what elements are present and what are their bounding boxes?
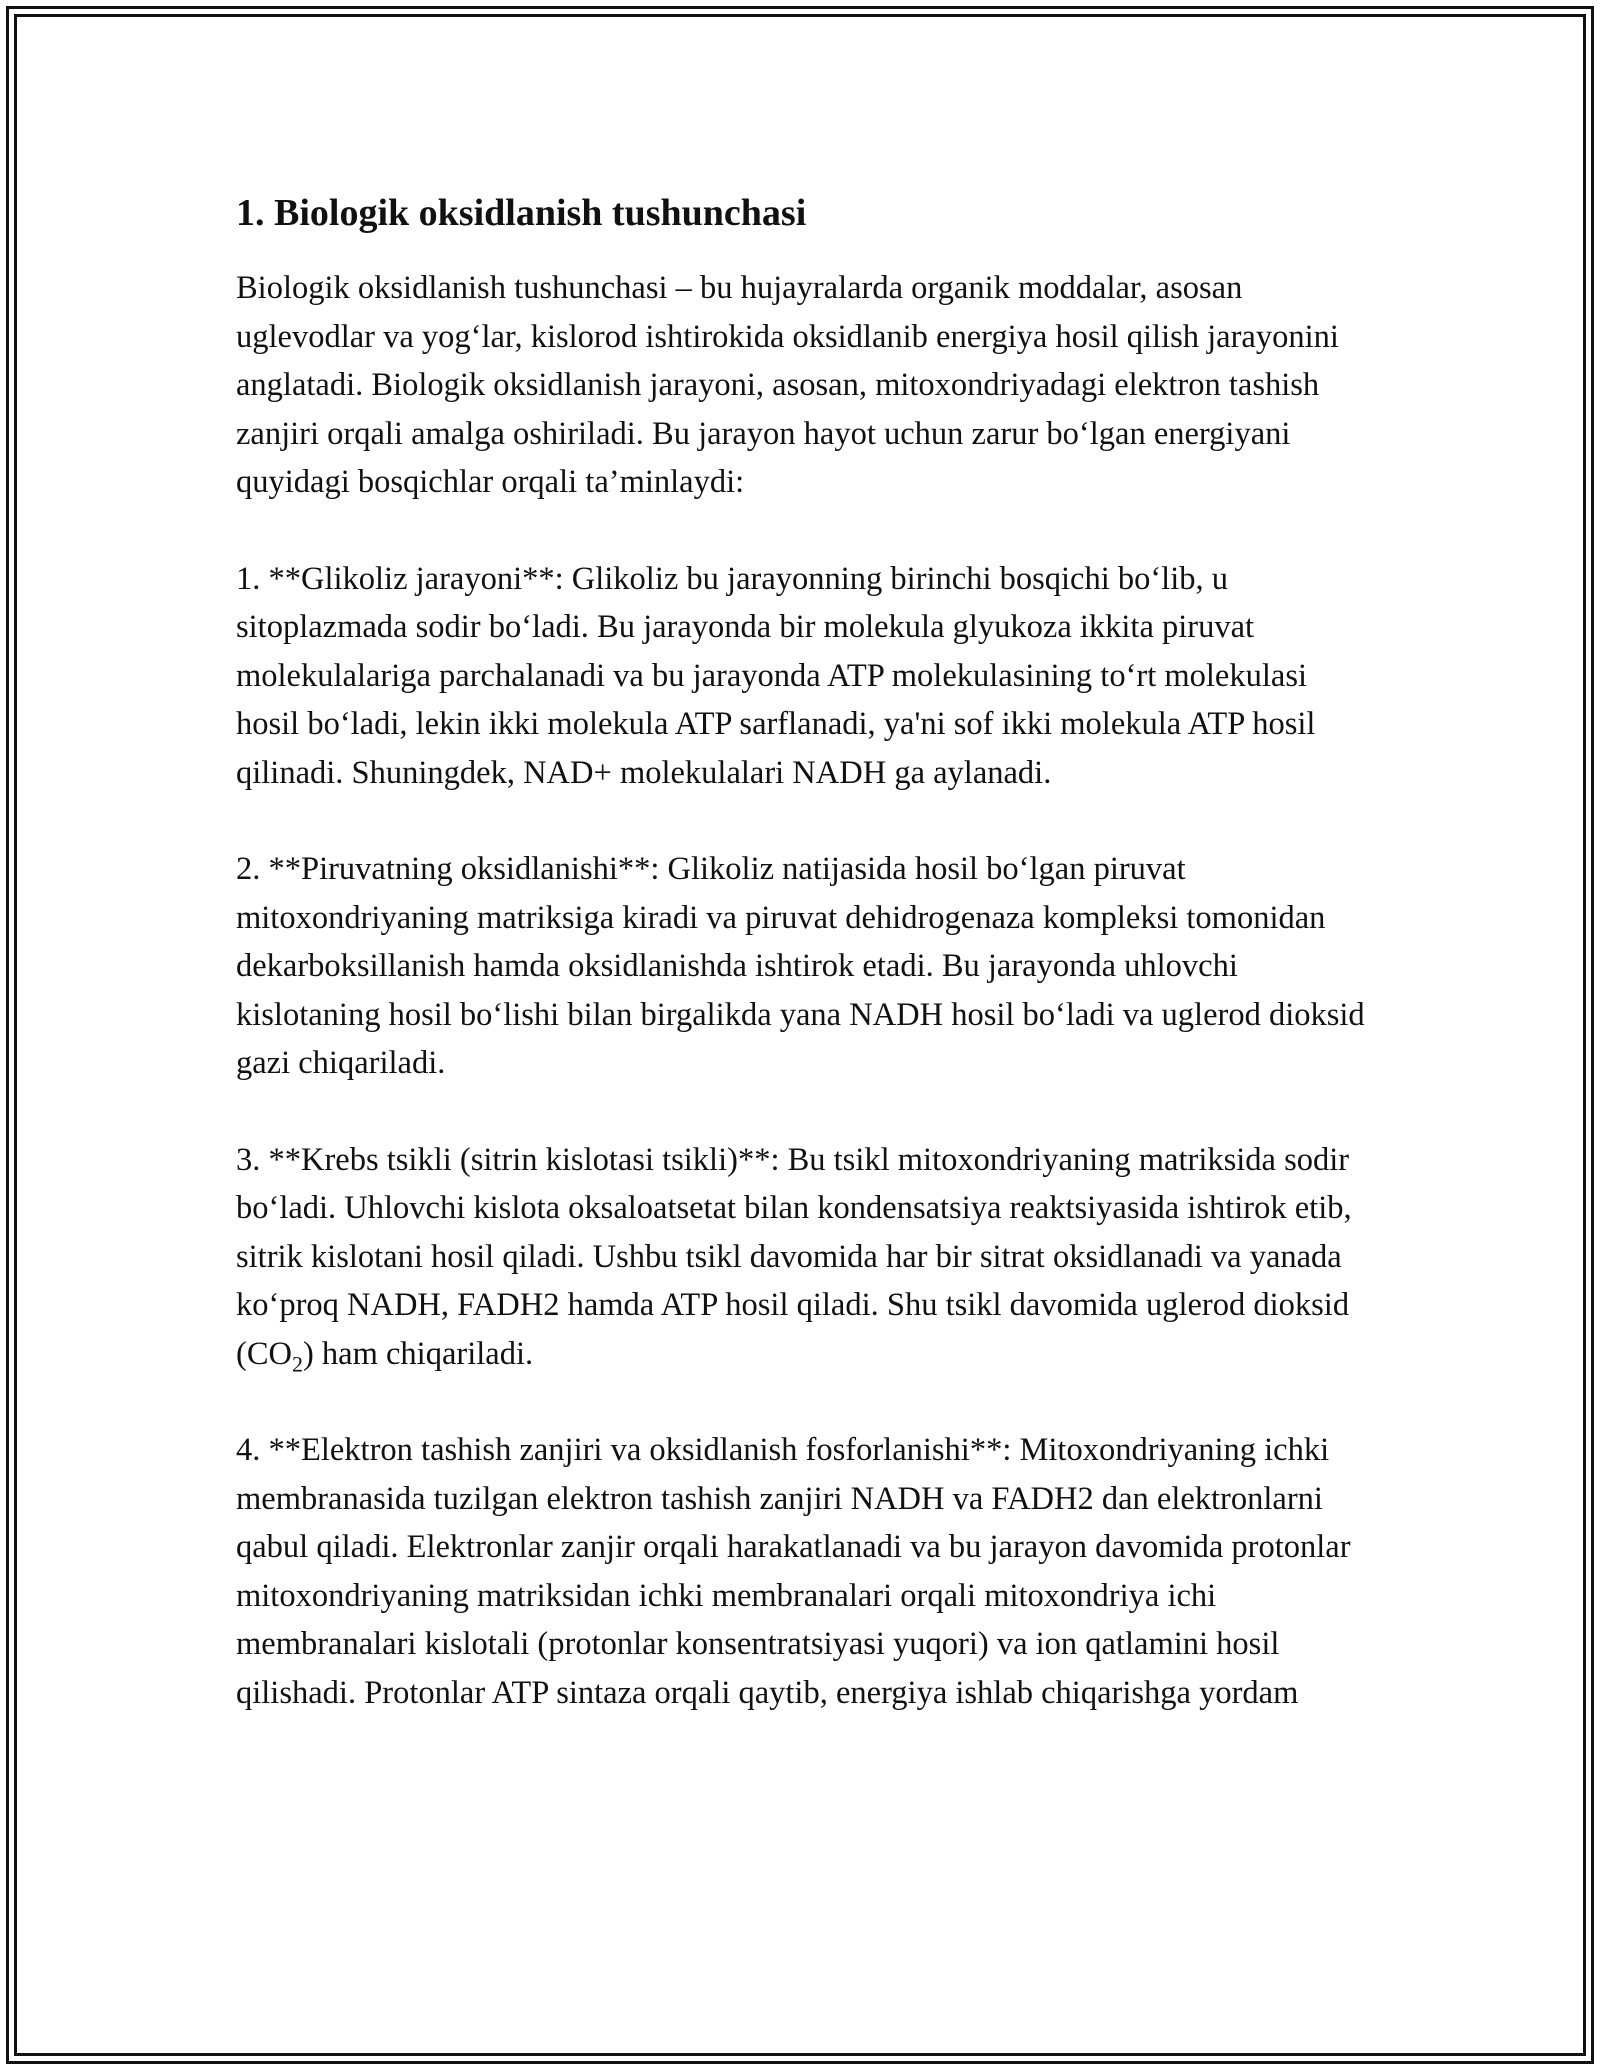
step-krebs-cycle-paragraph [236,1136,1366,1379]
co2-subscript: 2 [291,1351,303,1376]
krebs-text-tail: ) ham chiqariladi. [302,1335,534,1372]
document-body [236,188,1366,1765]
step-pyruvate-oxidation-paragraph: 2. **Piruvatning oksidlanishi**: Glikoliz natijasida hosil bo‘lgan piruvat mitoxondriyaning matriksiga kiradi va piruvat dehidrogenaza kompleksi tomonidan dekarboksillanish hamda oksidlanishda ishtirok etadi. Bu jarayonda uhlovchi kislotaning hosil bo‘lishi bilan birgalikda yana NADH hosil bo‘ladi va uglerod dioksid gazi chiqariladi. [236,851,1365,1081]
step-glycolysis-paragraph: 1. **Glikoliz jarayoni**: Glikoliz bu jarayonning birinchi bosqichi bo‘lib, u sitoplazmada sodir bo‘ladi. Bu jarayonda bir molekula glyukoza ikkita piruvat molekulalariga parchalanadi va bu jarayonda ATP molekulasining to‘rt molekulasi hosil bo‘ladi, lekin ikki molekula ATP sarflanadi, ya'ni sof ikki molekula ATP hosil qilinadi. Shuningdek, NAD+ molekulalari NADH ga aylanadi. [236,560,1316,791]
krebs-text: 3. **Krebs tsikli (sitrin kislotasi tsikli)**: Bu tsikl mitoxondriyaning matriksida sodir bo‘ladi. Uhlovchi kislota oksaloatsetat bilan kondensatsiya reaktsiyasida ishtirok etib, sitrik kislotani hosil qiladi. Ushbu tsikl davomida har bir sitrat oksidlanadi va yanada ko‘proq NADH, FADH2 hamda ATP hosil qiladi. Shu tsikl davomida uglerod dioksid (CO [236,1141,1352,1372]
step-electron-transport-paragraph: 4. **Elektron tashish zanjiri va oksidlanish fosforlanishi**: Mitoxondriyaning ichki membranasida tuzilgan elektron tashish zanjiri NADH va FADH2 dan elektronlarni qabul qiladi. Elektronlar zanjir orqali harakatlanadi va bu jarayon davomida protonlar mitoxondriyaning matriksidan ichki membranalari orqali mitoxondriya ichi membranalari kislotali (protonlar konsentratsiyasi yuqori) va ion qatlamini hosil qilishadi. Protonlar ATP sintaza orqali qaytib, energiya ishlab chiqarishga yordam [236,1432,1351,1711]
section-heading: 1. Biologik oksidlanish tushunchasi [236,192,807,234]
intro-paragraph: Biologik oksidlanish tushunchasi – bu hujayralarda organik moddalar, asosan uglevodlar va yog‘lar, kislorod ishtirokida oksidlanib energiya hosil qilish jarayonini anglatadi. Biologik oksidlanish jarayoni, asosan, mitoxondriyadagi elektron tashish zanjiri orqali amalga oshiriladi. Bu jarayon hayot uchun zarur bo‘lgan energiyani quyidagi bosqichlar orqali ta’minlaydi: [236,270,1339,500]
